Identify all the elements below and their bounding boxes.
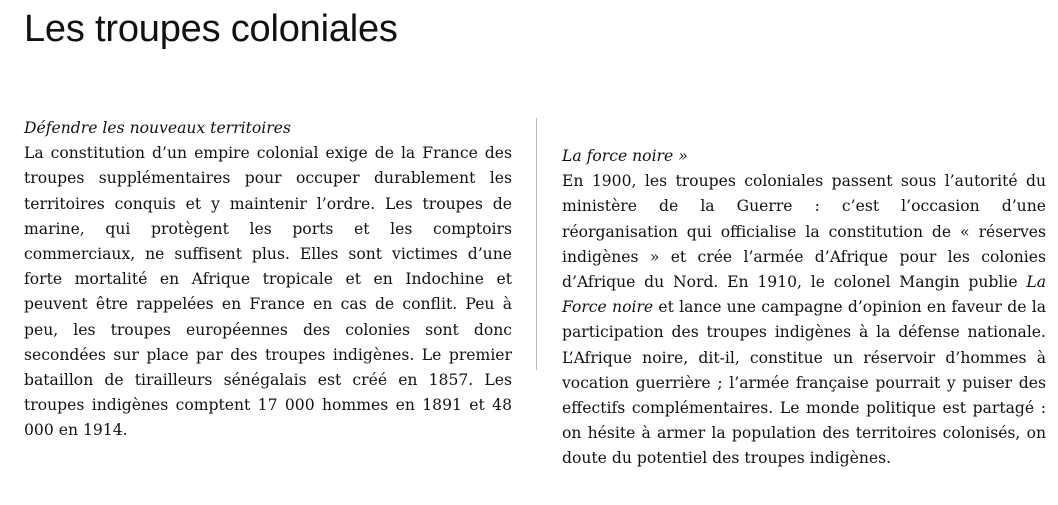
page-title: Les troupes coloniales	[24, 8, 398, 50]
column-divider	[536, 118, 537, 370]
body-text-part-1: En 1900, les troupes coloniales passent sous l’autorité du ministère de la Guerre : c’est l’occasion d’une réorganisation qui officialise la constitution de « réserves indigènes » et crée l’armée d’Afrique pour les colonies d’Afrique du Nord. En 1910, le colonel Mangin publie	[562, 172, 1046, 292]
left-column	[24, 116, 512, 444]
section-body-defendre: La constitution d’un empire colonial exige de la France des troupes supplémentaires pour occuper durablement les territoires conquis et y maintenir l’ordre. Les troupes de marine, qui protègent les ports et les comptoirs commerciaux, ne suffisent plus. Elles sont victimes d’une forte mortalité en Afrique tropicale et en Indochine et peuvent être rappelées en France en cas de conflit. Peu à peu, les troupes européennes des colonies sont donc secondées sur place par des troupes indigènes. Le premier bataillon de tirailleurs sénégalais est créé en 1857. Les troupes indigènes comptent 17 000 hommes en 1891 et 48 000 en 1914.	[24, 144, 512, 440]
section-body-force-noire	[562, 169, 1046, 471]
section-heading-force-noire: La force noire »	[562, 147, 688, 165]
section-heading-defendre: Défendre les nouveaux territoires	[24, 119, 291, 137]
body-text-part-2: et lance une campagne d’opinion en faveur de la participation des troupes indigènes à la défense nationale. L’Afrique noire, dit-il, constitue un réservoir d’hommes à vocation guerrière ; l’armée française pourrait y puiser des effectifs complémentaires. Le monde politique est partagé : on hésite à armer la population des territoires colonisés, on doute du potentiel des troupes indigènes.	[562, 298, 1046, 468]
book-title-la-force-noire: La Force noire	[562, 273, 1046, 317]
right-column	[562, 144, 1046, 472]
